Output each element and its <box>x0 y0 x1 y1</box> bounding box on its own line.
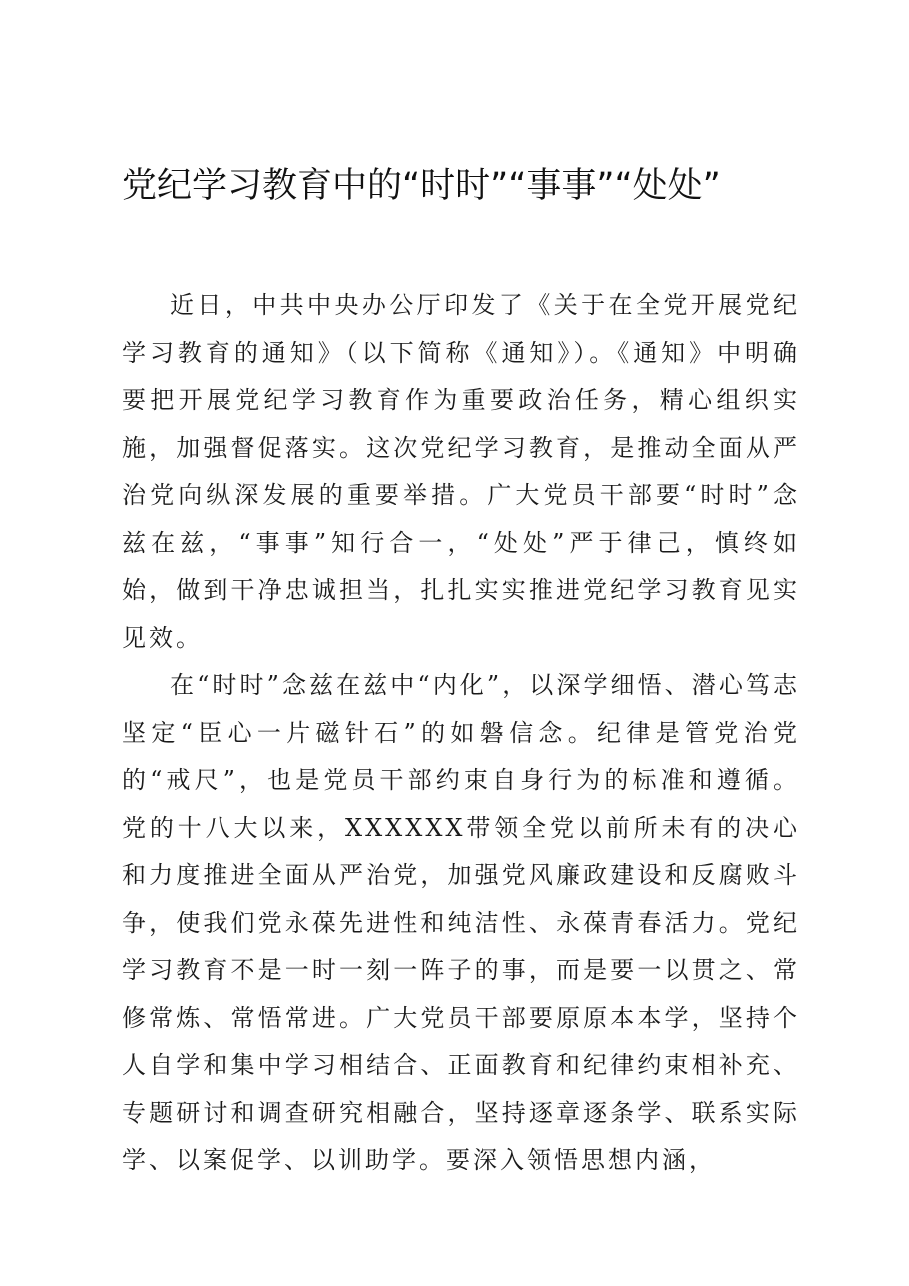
paragraph-shishi: 在“时时”念兹在兹中“内化”，以深学细悟、潜心笃志坚定“臣心一片磁针石”的如磐信念。纪律是管党治党的“戒尺”，也是党员干部约束自身行为的标准和遵循。党的十八大以来，XXXXXX带领全党以前所未有的决心和力度推进全面从严治党，加强党风廉政建设和反腐败斗争，使我们党永葆先进性和纯洁性、永葆青春活力。党纪学习教育不是一时一刻一阵子的事，而是要一以贯之、常修常炼、常悟常进。广大党员干部要原原本本学，坚持个人自学和集中学习相结合、正面教育和纪律约束相补充、专题研讨和调查研究相融合，坚持逐章逐条学、联系实际学、以案促学、以训助学。要深入领悟思想内涵， <box>122 671 800 1174</box>
document-body <box>122 282 800 1185</box>
document-title: 党纪学习教育中的“时时”“事事”“处处” <box>122 166 721 206</box>
paragraph-intro: 近日，中共中央办公厅印发了《关于在全党开展党纪学习教育的通知》（以下简称《通知》）。《通知》中明确要把开展党纪学习教育作为重要政治任务，精心组织实施，加强督促落实。这次党纪学习教育，是推动全面从严治党向纵深发展的重要举措。广大党员干部要“时时”念兹在兹，“事事”知行合一，“处处”严于律己，慎终如始，做到干净忠诚担当，扎扎实实推进党纪学习教育见实见效。 <box>122 291 800 652</box>
